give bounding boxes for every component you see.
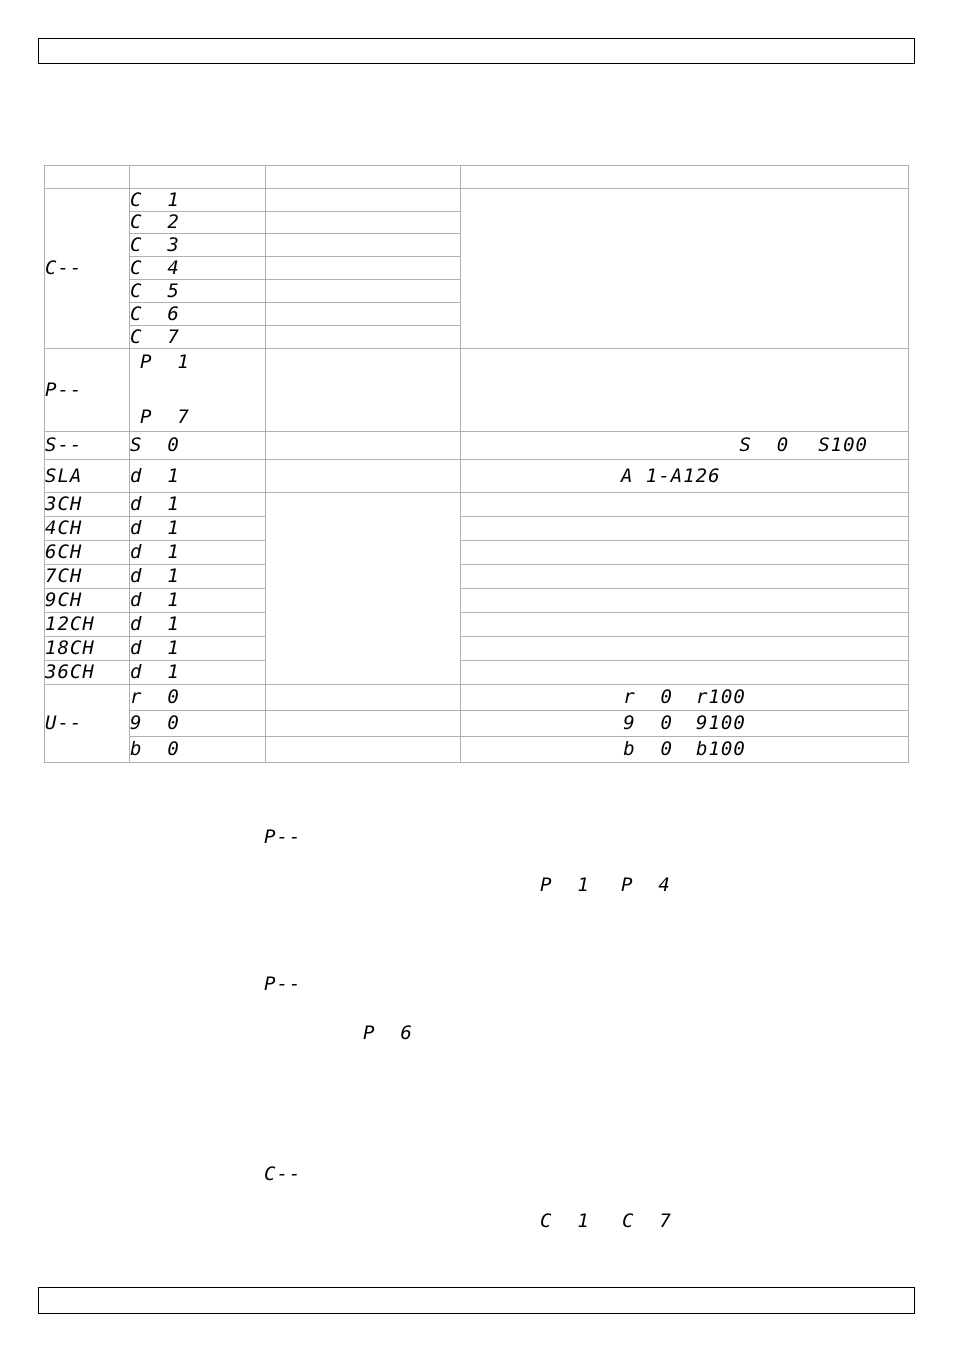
display-value: d 1 (130, 493, 266, 517)
display-value: C 5 (130, 280, 266, 303)
menu-speed: S-- (45, 432, 130, 460)
display-value: d 1 (130, 637, 266, 661)
range-end: S100 (818, 434, 868, 456)
instruction-range-start: C 1 (540, 1210, 590, 1232)
table-row (45, 517, 909, 541)
display-value: P 7 (140, 406, 190, 428)
display-value: d 1 (130, 661, 266, 685)
display-value: d 1 (130, 460, 266, 493)
menu-table (44, 165, 909, 763)
table-row (45, 541, 909, 565)
table-row (45, 349, 909, 432)
menu-color: C-- (45, 189, 130, 349)
instruction-menu-color: C-- (264, 1163, 302, 1185)
table-row (45, 685, 909, 711)
display-value: S 0 (130, 432, 266, 460)
address-range: A 1-A126 (621, 464, 721, 487)
menu-dmx-mode: 6CH (45, 541, 130, 565)
table-row (45, 189, 909, 212)
table-row (45, 432, 909, 460)
instruction-range-start: P 1 (540, 874, 590, 896)
menu-program: P-- (45, 349, 130, 432)
menu-dmx-mode: 9CH (45, 589, 130, 613)
footer-frame (38, 1287, 915, 1314)
header-cell (461, 166, 909, 189)
menu-dmx-mode: 12CH (45, 613, 130, 637)
table-row (45, 589, 909, 613)
instruction-range-end: P 4 (621, 874, 671, 896)
menu-dmx-mode: 18CH (45, 637, 130, 661)
table-row (45, 737, 909, 763)
header-cell (45, 166, 130, 189)
display-value: C 6 (130, 303, 266, 326)
instruction-menu-program: P-- (264, 973, 302, 995)
display-value: P 1 (140, 351, 190, 373)
table-header-row (45, 166, 909, 189)
menu-dmx-mode: 4CH (45, 517, 130, 541)
display-value: d 1 (130, 565, 266, 589)
menu-slave: SLA (45, 460, 130, 493)
range-end: 9100 (696, 712, 746, 734)
header-frame (38, 38, 915, 64)
range-start: S 0 (739, 434, 790, 456)
table-row (45, 493, 909, 517)
display-value: b 0 (130, 737, 266, 763)
instruction-program-value: P 6 (363, 1022, 413, 1044)
table-row (45, 460, 909, 493)
menu-user: U-- (45, 685, 130, 763)
table-row (45, 565, 909, 589)
instruction-range-end: C 7 (622, 1210, 672, 1232)
range-start: 9 0 (623, 712, 673, 734)
display-value: C 4 (130, 257, 266, 280)
display-value: r 0 (130, 685, 266, 711)
display-value: d 1 (130, 517, 266, 541)
menu-dmx-mode: 3CH (45, 493, 130, 517)
table-row (45, 661, 909, 685)
display-value: 9 0 (130, 711, 266, 737)
display-value: d 1 (130, 613, 266, 637)
display-value: C 1 (130, 189, 266, 212)
display-value: C 3 (130, 234, 266, 257)
header-cell (130, 166, 266, 189)
display-value: d 1 (130, 589, 266, 613)
display-value: d 1 (130, 541, 266, 565)
instruction-menu-program: P-- (264, 826, 302, 848)
range-start: r 0 (623, 686, 673, 708)
display-value: C 7 (130, 326, 266, 349)
range-end: r100 (696, 686, 746, 708)
range-end: b100 (696, 738, 746, 760)
table-row (45, 613, 909, 637)
menu-dmx-mode: 36CH (45, 661, 130, 685)
table-row (45, 711, 909, 737)
header-cell (266, 166, 461, 189)
table-row (45, 637, 909, 661)
menu-dmx-mode: 7CH (45, 565, 130, 589)
display-value: C 2 (130, 212, 266, 234)
range-start: b 0 (623, 738, 673, 760)
